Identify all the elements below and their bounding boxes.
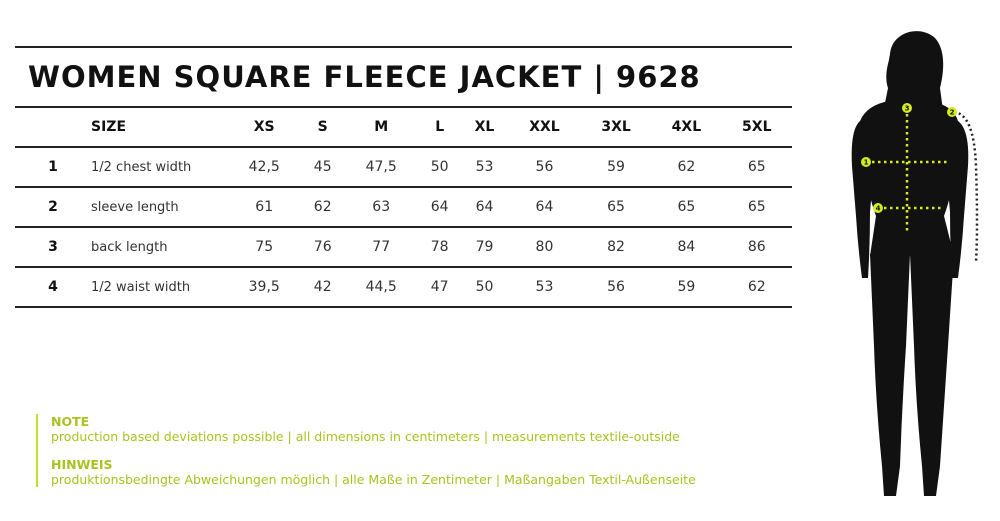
table-row-back-length bbox=[15, 227, 792, 267]
table-row-waist-width bbox=[15, 267, 792, 307]
size-xs: XS bbox=[227, 108, 301, 147]
marker-3-label: 3 bbox=[904, 104, 910, 113]
table-cell: 64 bbox=[461, 187, 508, 227]
table-cell: 78 bbox=[418, 227, 461, 267]
table-cell: 64 bbox=[508, 187, 581, 227]
size-s: S bbox=[301, 108, 344, 147]
table-cell: 50 bbox=[461, 267, 508, 307]
table-cell: 63 bbox=[344, 187, 418, 227]
table-cell: 44,5 bbox=[344, 267, 418, 307]
table-cell: 64 bbox=[418, 187, 461, 227]
table-cell: 42 bbox=[301, 267, 344, 307]
table-cell: 75 bbox=[227, 227, 301, 267]
table-cell: 50 bbox=[418, 147, 461, 187]
row-number: 2 bbox=[15, 187, 91, 227]
size-xxl: XXL bbox=[508, 108, 581, 147]
table-cell: 65 bbox=[722, 187, 792, 227]
hinweis-title: HINWEIS bbox=[51, 457, 113, 472]
marker-2-label: 2 bbox=[949, 108, 955, 117]
size-5xl: 5XL bbox=[722, 108, 792, 147]
body-silhouette-figure bbox=[840, 26, 1000, 506]
size-header-label: SIZE bbox=[91, 108, 227, 147]
size-3xl: 3XL bbox=[581, 108, 651, 147]
note-text: production based deviations possible | all dimensions in centimeters | measurements textile-outside bbox=[51, 429, 680, 444]
row-number: 1 bbox=[15, 147, 91, 187]
table-row-chest-width bbox=[15, 147, 792, 187]
table-cell: 62 bbox=[651, 147, 721, 187]
table-cell: 86 bbox=[722, 227, 792, 267]
table-cell: 47,5 bbox=[344, 147, 418, 187]
table-cell: 62 bbox=[722, 267, 792, 307]
table-cell: 76 bbox=[301, 227, 344, 267]
measurement-label: sleeve length bbox=[91, 187, 227, 227]
row-number-header bbox=[15, 108, 91, 147]
page-title: WOMEN SQUARE FLEECE JACKET | 9628 bbox=[28, 60, 701, 94]
notes-block bbox=[36, 414, 696, 487]
table-cell: 82 bbox=[581, 227, 651, 267]
table-cell: 45 bbox=[301, 147, 344, 187]
size-xl: XL bbox=[461, 108, 508, 147]
size-4xl: 4XL bbox=[651, 108, 721, 147]
table-cell: 65 bbox=[651, 187, 721, 227]
note-title: NOTE bbox=[51, 414, 90, 429]
table-cell: 61 bbox=[227, 187, 301, 227]
table-cell: 42,5 bbox=[227, 147, 301, 187]
table-cell: 53 bbox=[508, 267, 581, 307]
measurement-label: back length bbox=[91, 227, 227, 267]
table-cell: 56 bbox=[508, 147, 581, 187]
table-cell: 59 bbox=[581, 147, 651, 187]
body-silhouette bbox=[852, 31, 969, 496]
top-rule bbox=[15, 46, 792, 48]
size-table bbox=[15, 108, 792, 308]
size-l: L bbox=[418, 108, 461, 147]
table-row-sleeve-length bbox=[15, 187, 792, 227]
size-header-row bbox=[15, 108, 792, 147]
table-cell: 59 bbox=[651, 267, 721, 307]
table-cell: 62 bbox=[301, 187, 344, 227]
hinweis-text: produktionsbedingte Abweichungen möglich | alle Maße in Zentimeter | Maßangaben Textil-Außenseite bbox=[51, 472, 696, 487]
measurement-label: 1/2 waist width bbox=[91, 267, 227, 307]
table-cell: 65 bbox=[581, 187, 651, 227]
table-cell: 56 bbox=[581, 267, 651, 307]
measurement-label: 1/2 chest width bbox=[91, 147, 227, 187]
size-m: M bbox=[344, 108, 418, 147]
row-number: 4 bbox=[15, 267, 91, 307]
table-cell: 47 bbox=[418, 267, 461, 307]
table-cell: 79 bbox=[461, 227, 508, 267]
row-number: 3 bbox=[15, 227, 91, 267]
marker-1-label: 1 bbox=[863, 158, 869, 167]
table-cell: 39,5 bbox=[227, 267, 301, 307]
table-cell: 80 bbox=[508, 227, 581, 267]
table-cell: 77 bbox=[344, 227, 418, 267]
table-cell: 65 bbox=[722, 147, 792, 187]
table-cell: 53 bbox=[461, 147, 508, 187]
marker-4-label: 4 bbox=[875, 204, 881, 213]
table-cell: 84 bbox=[651, 227, 721, 267]
